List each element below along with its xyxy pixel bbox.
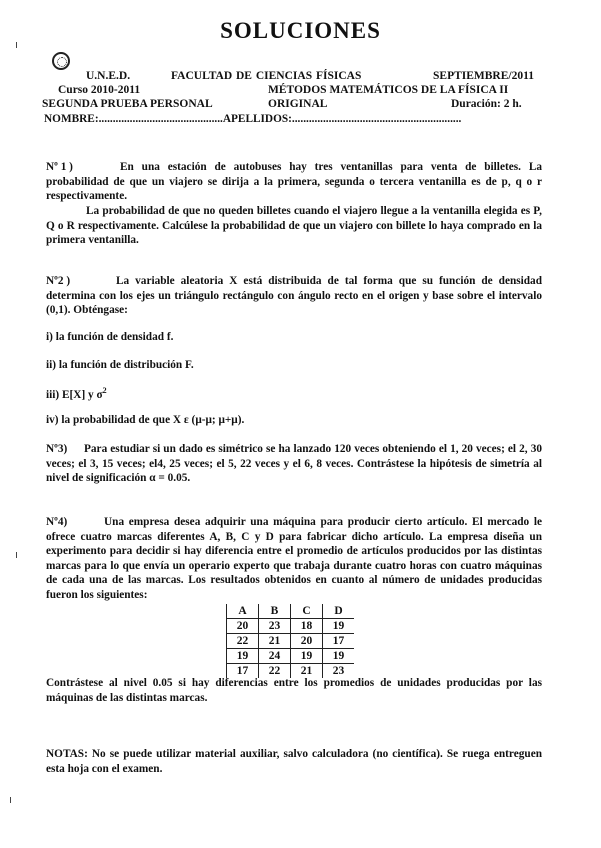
table-row xyxy=(227,619,355,634)
table-cell: 19 xyxy=(291,649,323,664)
problem-2-item-2: ii) la función de distribución F. xyxy=(46,359,194,371)
problem-4-number: Nº4) xyxy=(46,516,68,528)
problem-3-text: Para estudiar si un dado es simétrico se ha lanzado 120 veces obteniendo el 1, 20 veces; el 2, 30 veces; el 3, 15 veces; el4, 25 veces; el 5, 22 veces y el 6, 8 veces. Contrástese la hipótesis de simetría al nivel de significación α = 0.05. xyxy=(46,443,542,484)
table-cell: 20 xyxy=(227,619,259,634)
table-header-a: A xyxy=(227,604,259,619)
problem-3-number: Nº3) xyxy=(46,443,68,455)
table-cell: 23 xyxy=(323,664,355,679)
problem-2-number: Nº2 ) xyxy=(46,275,71,287)
table-cell: 19 xyxy=(227,649,259,664)
faculty: FACULTAD DE CIENCIAS FÍSICAS xyxy=(171,70,362,82)
duration: Duración: 2 h. xyxy=(451,98,522,110)
name-field: NOMBRE:............................................APELLIDOS:............................................................ xyxy=(44,113,462,125)
table-cell: 24 xyxy=(259,649,291,664)
table-cell: 20 xyxy=(291,634,323,649)
problem-2-item-3 xyxy=(46,386,107,401)
table-cell: 19 xyxy=(323,619,355,634)
problem-1-text: En una estación de autobuses hay tres ventanillas para venta de billetes. La probabilidad de que un viajero se dirija a la primera, segunda o tercera ventanilla es de p, q o r respectivamente. xyxy=(46,161,542,202)
problem-2-item-3-superscript: 2 xyxy=(102,386,107,395)
problem-3 xyxy=(46,442,542,486)
page-title: SOLUCIONES xyxy=(220,18,381,43)
problem-2-item-4: iv) la probabilidad de que X ε (μ-μ; μ+μ). xyxy=(46,414,245,426)
problem-4-text2: Contrástese al nivel 0.05 si hay diferencias entre los promedios de unidades producidas por las máquinas de las distintas marcas. xyxy=(46,677,542,704)
problem-2-item-3-text: iii) E[X] y σ xyxy=(46,388,103,401)
table-header-b: B xyxy=(259,604,291,619)
problem-2 xyxy=(46,274,542,318)
session: SEPTIEMBRE/2011 xyxy=(433,70,534,82)
problem-4 xyxy=(46,515,542,602)
table-header-c: C xyxy=(291,604,323,619)
exam-type: SEGUNDA PRUEBA PERSONAL xyxy=(42,98,213,110)
problem-1-text2: La probabilidad de que no queden billetes cuando el viajero llegue a la ventanilla elegida es P, Q o R respectivamente. Calcúlese la probabilidad de que un viajero con billete lo haya comprado en la primera ventanilla. xyxy=(46,205,542,246)
table-row xyxy=(227,634,355,649)
table-cell: 23 xyxy=(259,619,291,634)
table-header-d: D xyxy=(323,604,355,619)
subject: MÉTODOS MATEMÁTICOS DE LA FÍSICA II xyxy=(268,84,509,96)
problem-2-item-1: i) la función de densidad f. xyxy=(46,331,174,343)
institution: U.N.E.D. xyxy=(86,70,131,82)
production-table xyxy=(226,604,354,678)
table-cell: 19 xyxy=(323,649,355,664)
table-cell: 22 xyxy=(227,634,259,649)
problem-1-number: Nº 1 ) xyxy=(46,161,73,173)
table-cell: 22 xyxy=(259,664,291,679)
table-cell: 21 xyxy=(291,664,323,679)
course: Curso 2010-2011 xyxy=(58,84,141,96)
problem-2-text: La variable aleatoria X está distribuida de tal forma que su función de densidad determina con los ejes un triángulo rectángulo con ángulo recto en el origen y base sobre el intervalo (0,1). Obténgase: xyxy=(46,275,542,316)
margin-mark xyxy=(10,797,11,803)
notes: NOTAS: No se puede utilizar material auxiliar, salvo calculadora (no científica). Se ruega entreguen esta hoja con el examen. xyxy=(46,748,542,775)
problem-4-text: Una empresa desea adquirir una máquina para producir cierto artículo. El mercado le ofrece cuatro marcas diferentes A, B, C y D para fabricar dicho artículo. La empresa diseña un experimento para decidir si hay diferencia entre el promedio de artículos producidos por las distintas marcas para lo que envía un operario experto que trabaja durante cuatro horas con cuatro máquinas de cada una de las marcas. Los resultados obtenidos en cuanto al número de unidades producidas fueron los siguientes: xyxy=(46,516,542,601)
exam-version: ORIGINAL xyxy=(268,98,328,110)
table-cell: 17 xyxy=(227,664,259,679)
table-row xyxy=(227,649,355,664)
problem-1 xyxy=(46,160,542,204)
margin-mark xyxy=(16,552,17,558)
table-cell: 21 xyxy=(259,634,291,649)
table-cell: 18 xyxy=(291,619,323,634)
university-seal-icon xyxy=(52,52,70,70)
table-cell: 17 xyxy=(323,634,355,649)
